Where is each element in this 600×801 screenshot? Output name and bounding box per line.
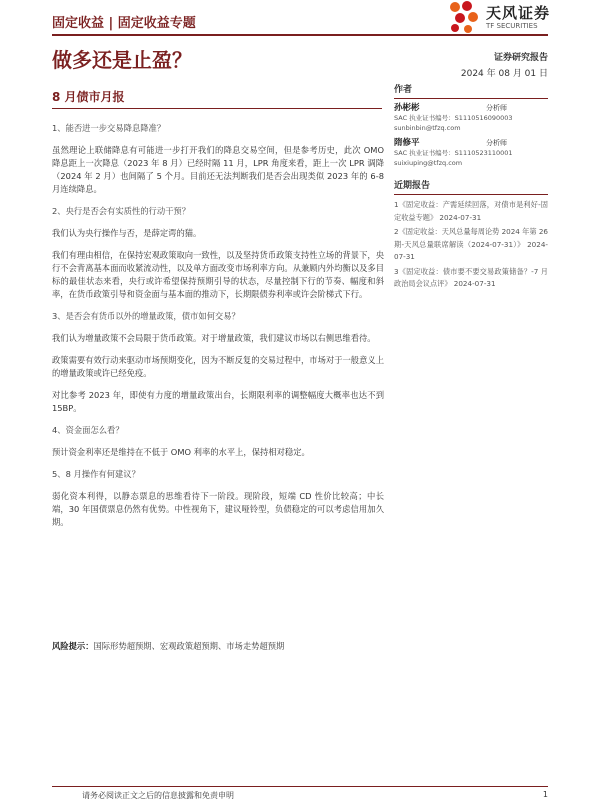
recent-reports (394, 178, 548, 291)
recent-report-item[interactable]: 3《固定收益：债市要不要交易政策储备？-7 月政治局会议点评》 2024-07-31 (394, 266, 548, 288)
question-heading: 1、能否进一步交易降息降准？ (52, 123, 166, 133)
author-name: 隋修平 (394, 138, 420, 148)
paragraph: 预计资金利率还是维持在不低于 OMO 利率的水平上，保持相对稳定。 (52, 447, 310, 457)
recent-report-item[interactable]: 2《固定收益：天风总量每周论势 2024 年第 26 期-天风总量联席解读（2024-07-31）》 2024-07-31 (394, 227, 548, 261)
logo-english-name: TF SECURITIES (486, 22, 538, 30)
page-number: 1 (542, 790, 548, 799)
author-item (394, 138, 548, 168)
author-license: SAC 执业证书编号：S1110523110001 (394, 149, 513, 157)
question-heading: 5、8 月操作有何建议？ (52, 469, 140, 479)
footer-disclaimer: 请务必阅读正文之后的信息披露和免责申明 (82, 791, 234, 800)
main-content (52, 122, 384, 538)
author-role: 分析师 (486, 139, 507, 147)
question-heading: 4、资金面怎么看？ (52, 425, 124, 435)
report-date: 2024 年 08 月 01 日 (460, 69, 548, 79)
paragraph: 弱化资本利得，以静态票息的思维看待下一阶段。现阶段，短端 CD 性价比较高；中长端，30 年国债票息仍然有优势。中性视角下，建议哑铃型，负债稳定的可以考虑信用加久期。 (52, 491, 384, 527)
footer-rule (52, 786, 548, 787)
header-category: 固定收益 | 固定收益专题 (52, 16, 196, 31)
author-email[interactable]: sunbinbin@tfzq.com (394, 124, 461, 132)
risk-label: 风险提示： (52, 641, 94, 651)
header-rule (52, 34, 548, 36)
logo-mark-icon (446, 0, 484, 34)
author-name: 孙彬彬 (394, 103, 420, 113)
author-license: SAC 执业证书编号：S1110516090003 (394, 114, 513, 122)
page-title: 做多还是止盈？ (52, 48, 192, 72)
paragraph: 我们认为增量政策不会局限于货币政策。对于增量政策，我们建议市场以右侧思维看待。 (52, 333, 376, 343)
paragraph: 虽然理论上联储降息有可能进一步打开我们的降息交易空间，但是参考历史，此次 OMO 降息距上一次降息（2023 年 8 月）已经时隔 11 月，LPR 角度来看，距上一次 LPR 调降（2024 年 2 月）也间隔了 5 个月。目前还无法判断我们是否会出现类似 2023 年的 6-8 月连续降息。 (52, 145, 384, 194)
author-list (394, 103, 548, 168)
risk-warning (52, 640, 548, 652)
question-heading: 3、是否会有货币以外的增量政策，债市如何交易？ (52, 311, 240, 321)
question-heading: 2、央行是否会有实质性的行动干预？ (52, 206, 191, 216)
authors-heading: 作者 (394, 82, 548, 99)
logo-chinese-name: 天风证券 (486, 4, 551, 22)
paragraph: 我们有理由相信，在保持宏观政策取向一致性，以及坚持货币政策支持性立场的背景下，央行不会背离基本面而收紧流动性，以及单方面改变市场利率方向。从兼顾内外均衡以及多目标的最佳状态来看，央行或许希望保持预期引导的状态，尽量控制下行的节奏、幅度和斜率，在货币政策引导和资金面与基本面的推动下，长期限债券利率或许会阶梯式下行。 (52, 250, 384, 299)
recent-report-item[interactable]: 1《固定收益：产需延续回落，对债市是利好-固定收益专题》 2024-07-31 (394, 200, 548, 222)
subtitle: 8 月债市月报 (52, 90, 125, 104)
author-email[interactable]: suixiuping@tfzq.com (394, 159, 463, 167)
author-item (394, 103, 548, 133)
report-type: 证券研究报告 (493, 53, 548, 63)
risk-text: 国际形势超预期、宏观政策超预期、市场走势超预期 (93, 641, 285, 651)
paragraph: 我们认为央行操作与否，是薛定谔的猫。 (52, 228, 202, 238)
paragraph: 政策需要有效行动来驱动市场预期变化，因为不断反复的交易过程中，市场对于一般意义上的增量政策或许已经免疫。 (52, 355, 384, 378)
sidebar (394, 82, 548, 293)
paragraph: 对比参考 2023 年，即使有力度的增量政策出台，长期限利率的调整幅度大概率也达不到 15BP。 (52, 390, 384, 413)
recent-heading: 近期报告 (394, 178, 548, 195)
subtitle-rule (52, 108, 382, 109)
author-role: 分析师 (486, 104, 507, 112)
